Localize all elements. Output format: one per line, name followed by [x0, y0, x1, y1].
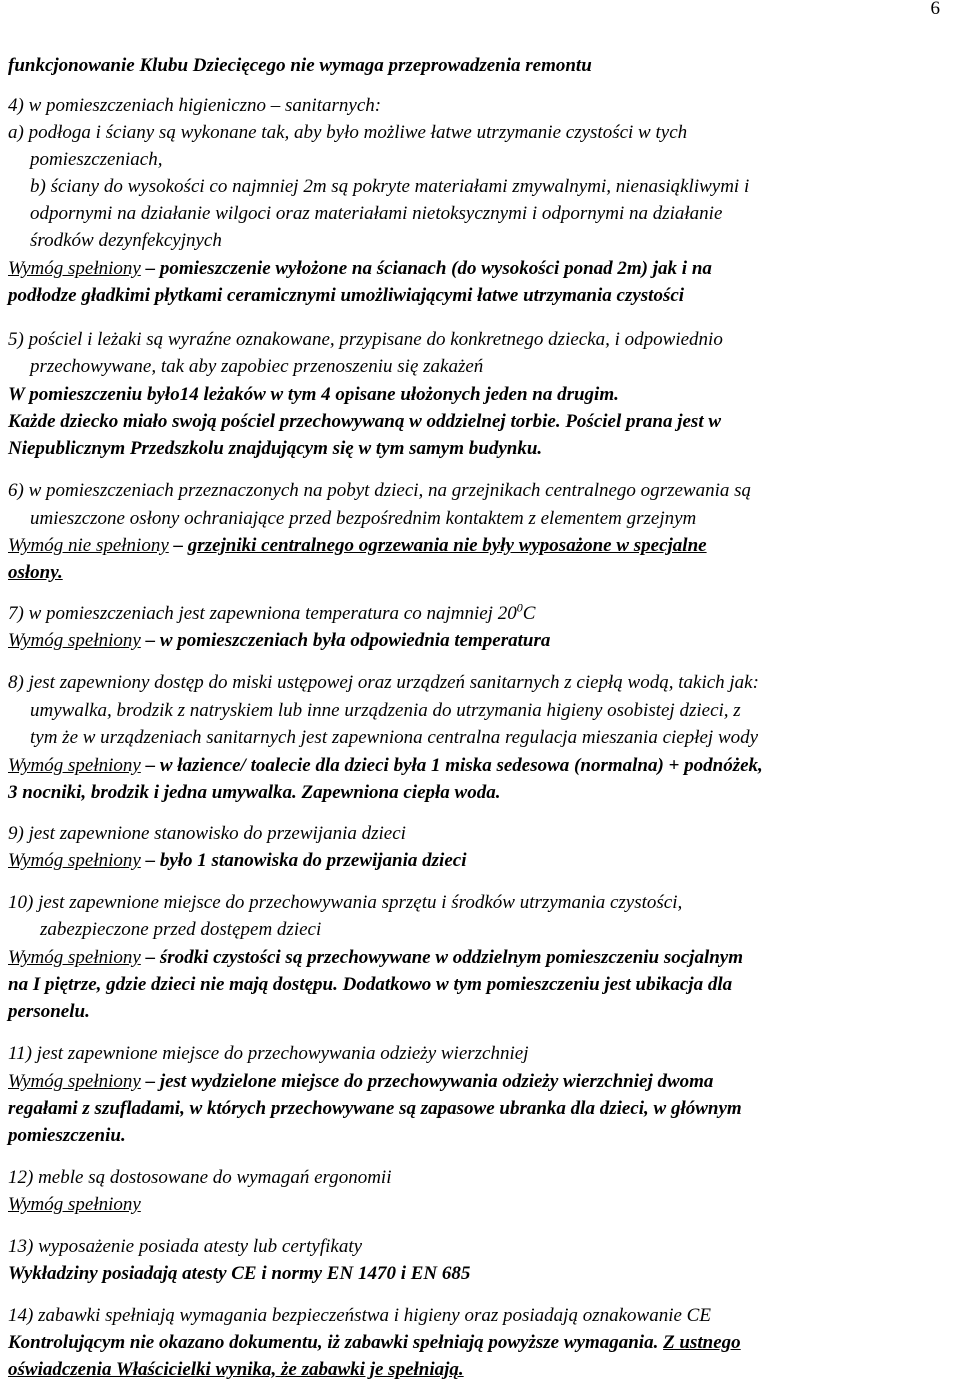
s10-result-1: [8, 947, 743, 969]
s13-line-1: 13) wyposażenie posiada atesty lub certyfikaty: [8, 1236, 363, 1257]
header-line: funkcjonowanie Klubu Dziecięcego nie wymaga przeprowadzenia remontu: [8, 55, 592, 76]
s6-result-2: osłony.: [8, 562, 63, 583]
s7-result-text: – w pomieszczeniach była odpowiednia temperatura: [140, 630, 551, 651]
s9-result-text: – było 1 stanowiska do przewijania dzieci: [140, 850, 467, 871]
s10-result-2: na I piętrze, gdzie dzieci nie mają dostępu. Dodatkowo w tym pomieszczeniu jest ubikacja dla: [8, 974, 733, 995]
requirement-status: Wymóg spełniony: [8, 850, 141, 871]
s4-line-5: odpornymi na działanie wilgoci oraz materiałami nietoksycznymi i odpornymi na działanie: [30, 203, 723, 224]
s8-result-1: [8, 755, 763, 777]
s10-result-3: personelu.: [8, 1001, 90, 1022]
s7-line-1: 7) w pomieszczeniach jest zapewniona temperatura co najmniej $20^0C$: [8, 600, 536, 624]
s7-result-1: [8, 630, 550, 652]
s10-result-text: – środki czystości są przechowywane w oddzielnym pomieszczeniu socjalnym: [140, 947, 744, 968]
s4-line-4: b) ściany do wysokości co najmniej 2m są pokryte materiałami zmywalnymi, nienasiąkliwymi i: [30, 176, 750, 197]
requirement-status: Wymóg spełniony: [8, 755, 141, 776]
requirement-status: Wymóg spełniony: [8, 1194, 141, 1215]
s4-result-text: – pomieszczenie wyłożone na ścianach (do wysokości ponad 2m) jak i na: [140, 258, 712, 279]
s11-result-text: – jest wydzielone miejsce do przechowywania odzieży wierzchniej dwoma: [140, 1071, 714, 1092]
s4-result-2: podłodze gładkimi płytkami ceramicznymi umożliwiającymi łatwe utrzymania czystości: [8, 285, 685, 306]
s10-line-1: 10) jest zapewnione miejsce do przechowywania sprzętu i środków utrzymania czystości,: [8, 892, 683, 913]
s8-line-3: tym że w urządzeniach sanitarnych jest zapewniona centralna regulacja mieszania ciepłej wody: [30, 727, 759, 748]
s8-result-2: 3 nocniki, brodzik i jedna umywalka. Zapewniona ciepła woda.: [8, 782, 501, 803]
s11-result-3: pomieszczeniu.: [8, 1125, 126, 1146]
s11-result-1: [8, 1071, 713, 1093]
s6-line-1: 6) w pomieszczeniach przeznaczonych na pobyt dzieci, na grzejnikach centralnego ogrzewania są: [8, 480, 751, 501]
s9-result-1: [8, 850, 466, 872]
s14-result-2: oświadczenia Właścicielki wynika, że zabawki je spełniają.: [8, 1359, 464, 1380]
s9-line-1: 9) jest zapewnione stanowisko do przewijania dzieci: [8, 823, 406, 844]
s8-line-2: umywalka, brodzik z natryskiem lub inne urządzenia do utrzymania higieny osobistej dzieci, z: [30, 700, 741, 721]
requirement-status: Wymóg spełniony: [8, 1071, 141, 1092]
requirement-status: Wymóg spełniony: [8, 630, 141, 651]
s4-line-1: 4) w pomieszczeniach higieniczno – sanitarnych:: [8, 95, 382, 116]
s5-line-2: przechowywane, tak aby zapobiec przenoszeniu się zakażeń: [30, 356, 484, 377]
s14-line-1: 14) zabawki spełniają wymagania bezpieczeństwa i higieny oraz posiadają oznakowanie CE: [8, 1305, 711, 1326]
s14-result-1: Kontrolującym nie okazano dokumentu, iż zabawki spełniają powyższe wymagania. Z ustnego: [8, 1332, 741, 1353]
s11-line-1: 11) jest zapewnione miejsce do przechowywania odzieży wierzchniej: [8, 1043, 529, 1064]
s8-result-text: – w łazience/ toalecie dla dzieci była 1 miska sedesowa (normalna) + podnóżek,: [140, 755, 763, 776]
s4-line-6: środków dezynfekcyjnych: [30, 230, 222, 251]
requirement-status: Wymóg nie spełniony: [8, 535, 169, 556]
s12-line-1: 12) meble są dostosowane do wymagań ergonomii: [8, 1167, 392, 1188]
s4-line-3: pomieszczeniach,: [30, 149, 163, 170]
s5-result-2: Każde dziecko miało swoją pościel przechowywaną w oddzielnej torbie. Pościel prana jest w: [8, 411, 722, 432]
s11-result-2: regałami z szufladami, w których przechowywane są zapasowe ubranka dla dzieci, w głównym: [8, 1098, 742, 1119]
s6-result-text: grzejniki centralnego ogrzewania nie były wyposażone w specjalne: [187, 535, 707, 556]
s4-result-1: [8, 258, 712, 280]
requirement-status: Wymóg spełniony: [8, 258, 141, 279]
s8-line-1: 8) jest zapewniony dostęp do miski ustępowej oraz urządzeń sanitarnych z ciepłą wodą, takich jak:: [8, 672, 759, 693]
page-number: 6: [930, 0, 940, 19]
s13-result-1: Wykładziny posiadają atesty CE i normy EN 1470 i EN 685: [8, 1263, 471, 1284]
s5-line-1: 5) pościel i leżaki są wyraźne oznakowane, przypisane do konkretnego dziecka, i odpowiednio: [8, 329, 723, 350]
s5-result-1: W pomieszczeniu było14 leżaków w tym 4 opisane ułożonych jeden na drugim.: [8, 384, 619, 405]
requirement-status: Wymóg spełniony: [8, 947, 141, 968]
superscript: 0: [516, 600, 523, 615]
s10-line-2: zabezpieczone przed dostępem dzieci: [40, 919, 322, 940]
s12-result-1: [8, 1194, 141, 1216]
s6-result-1: Wymóg nie spełniony – grzejniki centralnego ogrzewania nie były wyposażone w specjalne: [8, 535, 707, 556]
s5-result-3: Niepublicznym Przedszkolu znajdującym się w tym samym budynku.: [8, 438, 543, 459]
s4-line-2: a) podłoga i ściany są wykonane tak, aby było możliwe łatwe utrzymanie czystości w tych: [8, 122, 688, 143]
s6-line-2: umieszczone osłony ochraniające przed bezpośrednim kontaktem z elementem grzejnym: [30, 508, 697, 529]
